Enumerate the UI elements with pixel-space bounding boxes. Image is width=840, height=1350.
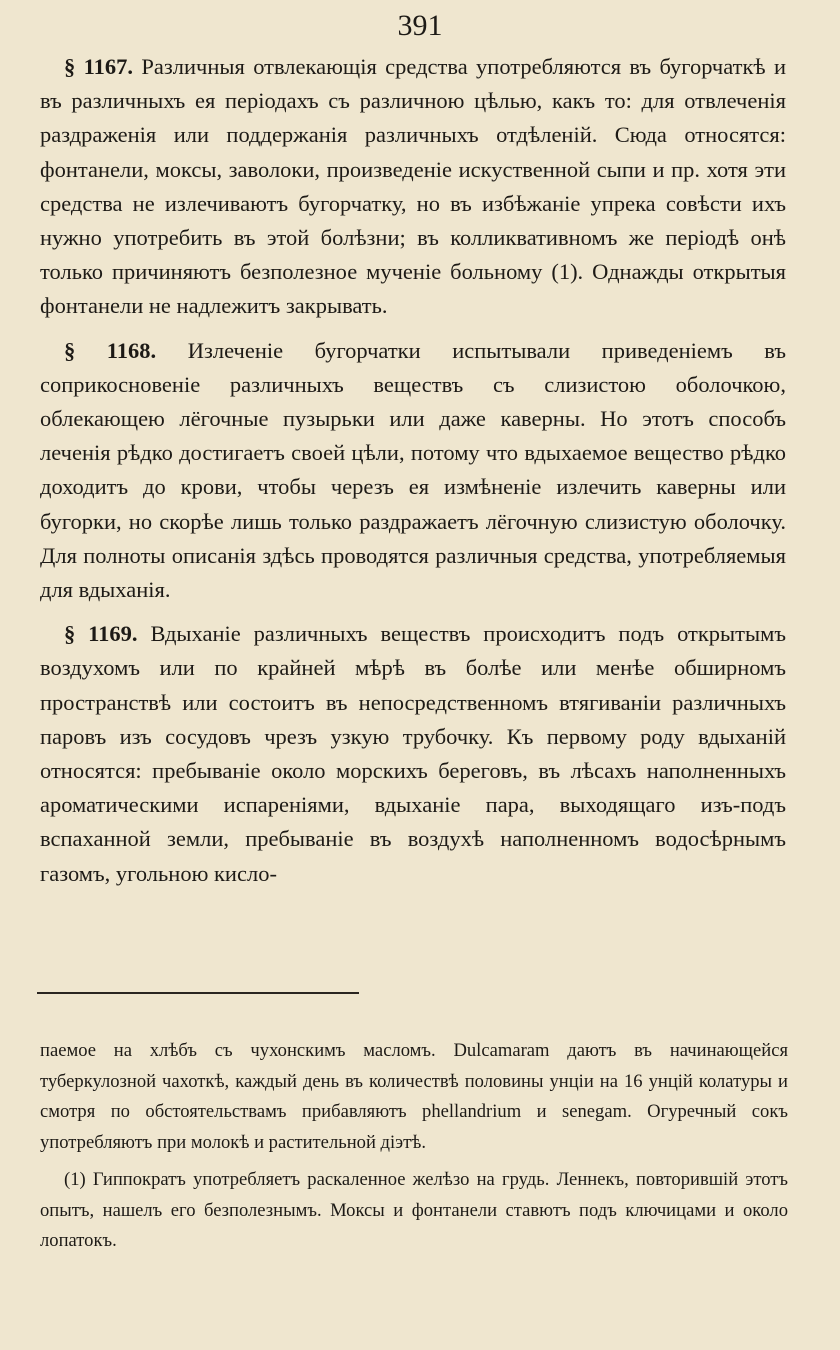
section-number: § 1168. — [64, 337, 157, 363]
paragraph-text: Вдыханіе различныхъ веществъ происходитъ подъ открытымъ воздухомъ или по крайней мѣрѣ въ болѣе или менѣе обширномъ пространствѣ или состоитъ въ непосредственномъ втягиваніи различныхъ паровъ изъ сосудовъ чрезъ узкую трубочку. Къ первому роду вдыханій относятся: пребываніе около морскихъ береговъ, въ лѣсахъ наполненныхъ ароматическими испареніями, вдыханіе пара, выходящаго изъ-подъ вспаханной земли, пребываніе въ воздухѣ наполненномъ водосѣрнымъ газомъ, угольною кисло- — [40, 621, 786, 886]
footnote-continuation: паемое на хлѣбъ съ чухонскимъ масломъ. Dulcamaram даютъ въ начинающейся туберкулозной чахоткѣ, каждый день въ количествѣ половины унціи на 16 унцій колатуры и смотря по обстоятельствамъ прибавляютъ phellandrium и senegam. Огуречный сокъ употребляютъ при молокѣ и растительной діэтѣ. — [40, 1040, 788, 1154]
paragraph-text: Излеченіе бугорчатки испытывали приведеніемъ въ соприкосновеніе различныхъ веществъ съ слизистою оболочкою, облекающею лёгочные пузырьки или даже каверны. Но этотъ способъ леченія рѣдко достигаетъ своей цѣли, потому что вдыхаемое вещество рѣдко доходитъ до крови, чтобы черезъ ея измѣненіе излечить каверны или бугорки, но скорѣе лишь только раздражаетъ лёгочную слизистую оболочку. Для полноты описанія здѣсь проводятся различныя средства, употребляемыя для вдыханія. — [40, 337, 787, 603]
main-text — [40, 50, 786, 901]
paragraph-1167 — [40, 50, 786, 324]
section-number: § 1167. — [64, 54, 133, 79]
section-number: § 1169. — [64, 621, 138, 647]
page-number: 391 — [397, 9, 443, 42]
footnote-1: (1) Гиппократъ употребляетъ раскаленное желѣзо на грудь. Леннекъ, повторившій этотъ опытъ, нашелъ его безполезнымъ. Моксы и фонтанели ставютъ подъ ключицами и около лопатокъ. — [40, 1168, 788, 1252]
footnotes — [40, 1036, 788, 1263]
paragraph-1169 — [40, 617, 786, 891]
paragraph-1168 — [40, 334, 786, 608]
footnote-divider — [37, 992, 359, 994]
paragraph-text: Различныя отвлекающія средства употребляются въ бугорчаткѣ и въ различныхъ ея періодахъ съ различною цѣлью, какъ то: для отвлеченія раздраженія или поддержанія различныхъ отдѣленій. Сюда относятся: фонтанели, моксы, заволоки, произведеніе искуственной сыпи и пр. хотя эти средства не излечиваютъ бугорчатку, но въ избѣжаніе упрека совѣсти ихъ нужно употребить въ этой болѣзни; въ колликвативномъ же періодѣ онѣ только причиняютъ безполезное мученіе больному (1). Однажды открытыя фонтанели не надлежитъ закрывать. — [40, 54, 787, 319]
